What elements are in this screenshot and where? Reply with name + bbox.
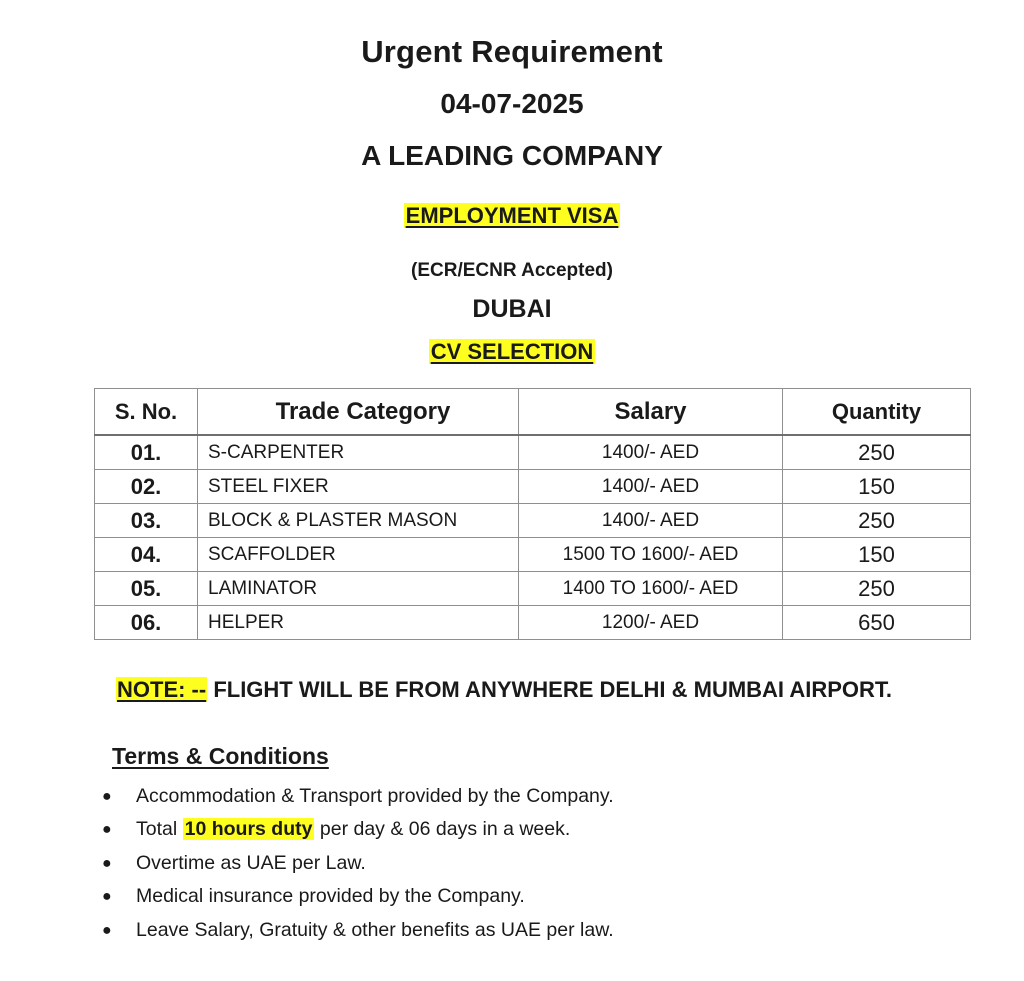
row-quantity: 250 <box>783 504 971 538</box>
row-trade: STEEL FIXER <box>198 470 519 504</box>
notice-date: 04-07-2025 <box>440 88 584 119</box>
flight-note <box>116 677 892 703</box>
header-salary: Salary <box>519 389 783 436</box>
term-text: Overtime as UAE per Law. <box>136 851 366 874</box>
row-quantity: 250 <box>783 435 971 470</box>
note-label: NOTE: -- <box>117 677 207 702</box>
row-sno: 01. <box>95 435 198 470</box>
table-row <box>95 572 971 606</box>
note-text: FLIGHT WILL BE FROM ANYWHERE DELHI & MUMBAI AIRPORT. <box>207 677 893 702</box>
row-sno: 05. <box>95 572 198 606</box>
row-sno: 06. <box>95 606 198 640</box>
row-quantity: 150 <box>783 538 971 572</box>
header-quantity: Quantity <box>783 389 971 436</box>
terms-list <box>100 780 614 947</box>
ecr-note: (ECR/ECNR Accepted) <box>411 260 613 281</box>
row-quantity: 650 <box>783 606 971 640</box>
selection-highlight: CV SELECTION <box>430 339 594 364</box>
row-trade: S-CARPENTER <box>198 435 519 470</box>
bullet-icon: ● <box>102 921 112 939</box>
row-trade: HELPER <box>198 606 519 640</box>
terms-heading: Terms & Conditions <box>112 743 329 769</box>
row-salary: 1400/- AED <box>519 470 783 504</box>
bullet-icon: ● <box>102 854 112 872</box>
table-row <box>95 606 971 640</box>
row-sno: 03. <box>95 504 198 538</box>
row-sno: 04. <box>95 538 198 572</box>
term-text: Accommodation & Transport provided by the Company. <box>136 785 614 807</box>
table-row <box>95 504 971 538</box>
row-salary: 1400/- AED <box>519 435 783 470</box>
visa-type-line <box>0 203 1024 229</box>
row-sno: 02. <box>95 470 198 504</box>
list-item <box>100 914 614 947</box>
selection-line <box>0 339 1024 365</box>
row-salary: 1500 TO 1600/- AED <box>519 538 783 572</box>
company-name: A LEADING COMPANY <box>361 140 663 171</box>
bullet-icon: ● <box>102 788 112 805</box>
notice-title: Urgent Requirement <box>361 34 663 69</box>
row-salary: 1400/- AED <box>519 504 783 538</box>
header-trade-category: Trade Category <box>198 389 519 436</box>
location: DUBAI <box>472 295 552 323</box>
term-text-before: Total <box>136 818 183 841</box>
term-highlight: 10 hours duty <box>184 818 313 841</box>
table-row <box>95 470 971 504</box>
bullet-icon: ● <box>102 888 112 906</box>
row-trade: BLOCK & PLASTER MASON <box>198 504 519 538</box>
term-text: Leave Salary, Gratuity & other benefits as UAE per law. <box>136 918 614 941</box>
list-item <box>100 780 614 813</box>
term-text-after: per day & 06 days in a week. <box>314 818 571 841</box>
table-row <box>95 538 971 572</box>
term-text: Medical insurance provided by the Company. <box>136 885 525 908</box>
header-sno: S. No. <box>95 389 198 436</box>
list-item <box>100 880 614 913</box>
row-salary: 1400 TO 1600/- AED <box>519 572 783 606</box>
table-row <box>95 435 971 470</box>
visa-type-highlight: EMPLOYMENT VISA <box>405 203 619 228</box>
row-trade: SCAFFOLDER <box>198 538 519 572</box>
row-trade: LAMINATOR <box>198 572 519 606</box>
row-salary: 1200/- AED <box>519 606 783 640</box>
table-header-row <box>95 389 971 436</box>
list-item <box>100 847 614 880</box>
row-quantity: 250 <box>783 572 971 606</box>
row-quantity: 150 <box>783 470 971 504</box>
trades-table <box>94 388 971 640</box>
bullet-icon: ● <box>102 821 112 839</box>
list-item <box>100 813 614 846</box>
